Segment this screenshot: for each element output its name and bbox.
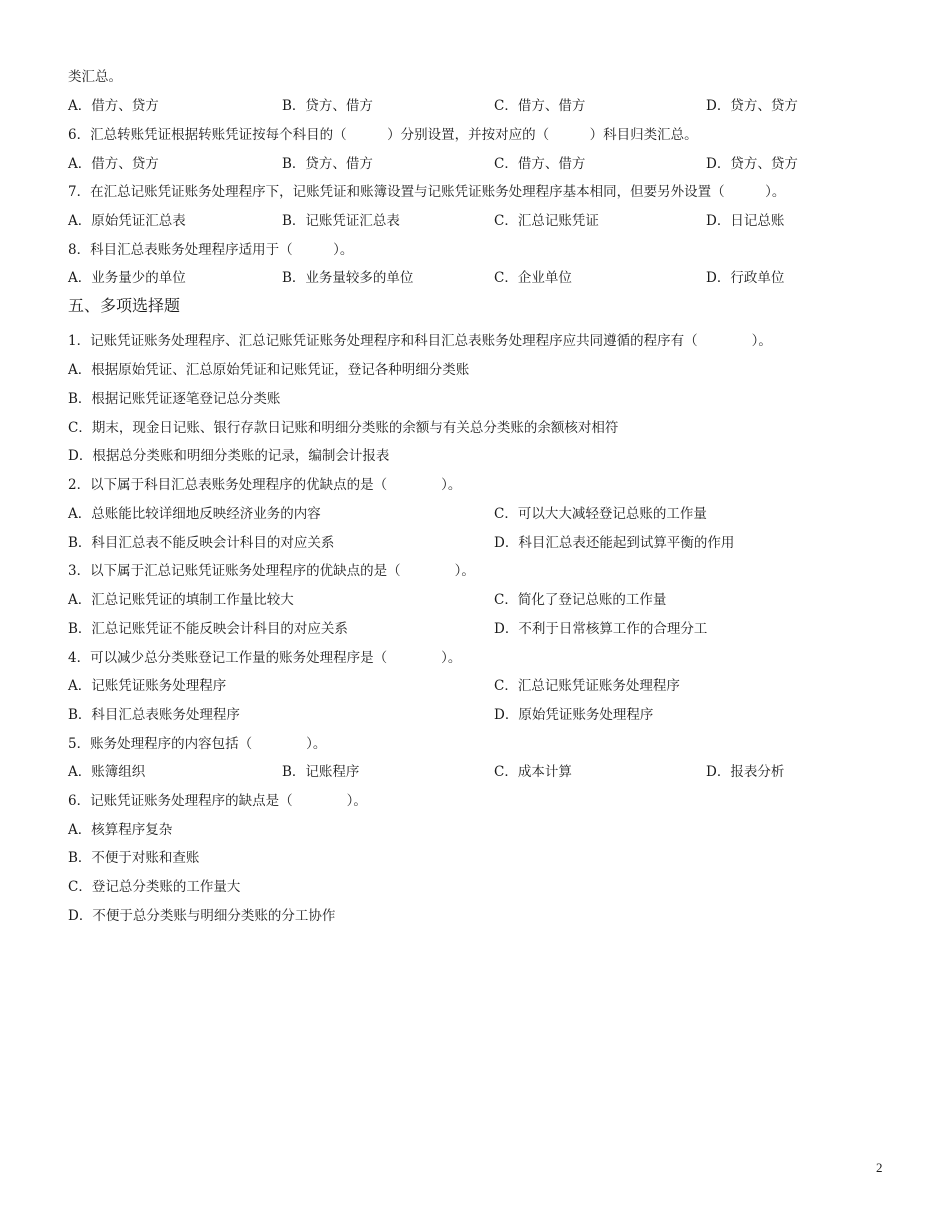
option-c: C．可以大大减轻登记总账的工作量 (494, 506, 707, 522)
option-d: D．报表分析 (706, 764, 785, 780)
option-d: D．行政单位 (706, 270, 785, 286)
m1-stem: 1．记账凭证账务处理程序、汇总记账凭证账务处理程序和科目汇总表账务处理程序应共同遵循的程序有（ ）。 (68, 333, 772, 349)
m1-option-a: A．根据原始凭证、汇总原始凭证和记账凭证，登记各种明细分类账 (68, 362, 470, 378)
option-b: B．汇总记账凭证不能反映会计科目的对应关系 (68, 621, 348, 637)
option-b: B．科目汇总表不能反映会计科目的对应关系 (68, 535, 335, 551)
q5-stem-tail: 类汇总。 (68, 69, 122, 85)
option-c: C．汇总记账凭证账务处理程序 (494, 678, 680, 694)
section-heading: 五、多项选择题 (68, 296, 181, 315)
q7-stem: 7．在汇总记账凭证账务处理程序下，记账凭证和账簿设置与记账凭证账务处理程序基本相同，但要另外设置（ ）。 (68, 184, 786, 200)
q8-stem: 8．科目汇总表账务处理程序适用于（ ）。 (68, 242, 354, 258)
m6-option-d: D．不便于总分类账与明细分类账的分工协作 (68, 908, 336, 924)
option-b: B．记账凭证汇总表 (282, 213, 400, 229)
option-d: D．日记总账 (706, 213, 785, 229)
option-a: A．汇总记账凭证的填制工作量比较大 (68, 592, 294, 608)
m4-stem: 4．可以减少总分类账登记工作量的账务处理程序是（ ）。 (68, 650, 462, 666)
option-c: C．成本计算 (494, 764, 572, 780)
m6-option-c: C．登记总分类账的工作量大 (68, 879, 241, 895)
option-b: B．科目汇总表账务处理程序 (68, 707, 240, 723)
option-a: A．总账能比较详细地反映经济业务的内容 (68, 506, 321, 522)
m2-stem: 2．以下属于科目汇总表账务处理程序的优缺点的是（ ）。 (68, 477, 462, 493)
option-a: A．原始凭证汇总表 (68, 213, 186, 229)
option-a: A．借方、贷方 (68, 98, 159, 114)
option-b: B．记账程序 (282, 764, 360, 780)
option-d: D．贷方、贷方 (706, 98, 798, 114)
option-b: B．贷方、借方 (282, 156, 373, 172)
option-d: D．不利于日常核算工作的合理分工 (494, 621, 708, 637)
option-d: D．贷方、贷方 (706, 156, 798, 172)
option-c: C．企业单位 (494, 270, 572, 286)
option-a: A．借方、贷方 (68, 156, 159, 172)
m6-option-a: A．核算程序复杂 (68, 822, 173, 838)
q6-stem: 6．汇总转账凭证根据转账凭证按每个科目的（ ）分别设置，并按对应的（ ）科目归类汇总。 (68, 127, 698, 143)
option-c: C．借方、借方 (494, 156, 586, 172)
option-a: A．账簿组织 (68, 764, 146, 780)
m3-stem: 3．以下属于汇总记账凭证账务处理程序的优缺点的是（ ）。 (68, 563, 475, 579)
option-d: D．科目汇总表还能起到试算平衡的作用 (494, 535, 735, 551)
m1-option-c: C．期末，现金日记账、银行存款日记账和明细分类账的余额与有关总分类账的余额核对相符 (68, 420, 619, 436)
option-b: B．贷方、借方 (282, 98, 373, 114)
option-c: C．借方、借方 (494, 98, 586, 114)
option-b: B．业务量较多的单位 (282, 270, 414, 286)
option-d: D．原始凭证账务处理程序 (494, 707, 654, 723)
m1-option-d: D．根据总分类账和明细分类账的记录，编制会计报表 (68, 448, 390, 464)
option-a: A．业务量少的单位 (68, 270, 186, 286)
m5-stem: 5．账务处理程序的内容包括（ ）。 (68, 736, 327, 752)
m6-option-b: B．不便于对账和查账 (68, 850, 200, 866)
option-c: C．汇总记账凭证 (494, 213, 599, 229)
page-number: 2 (876, 1160, 883, 1175)
option-c: C．简化了登记总账的工作量 (494, 592, 667, 608)
m1-option-b: B．根据记账凭证逐笔登记总分类账 (68, 391, 281, 407)
option-a: A．记账凭证账务处理程序 (68, 678, 227, 694)
m6-stem: 6．记账凭证账务处理程序的缺点是（ ）。 (68, 793, 367, 809)
